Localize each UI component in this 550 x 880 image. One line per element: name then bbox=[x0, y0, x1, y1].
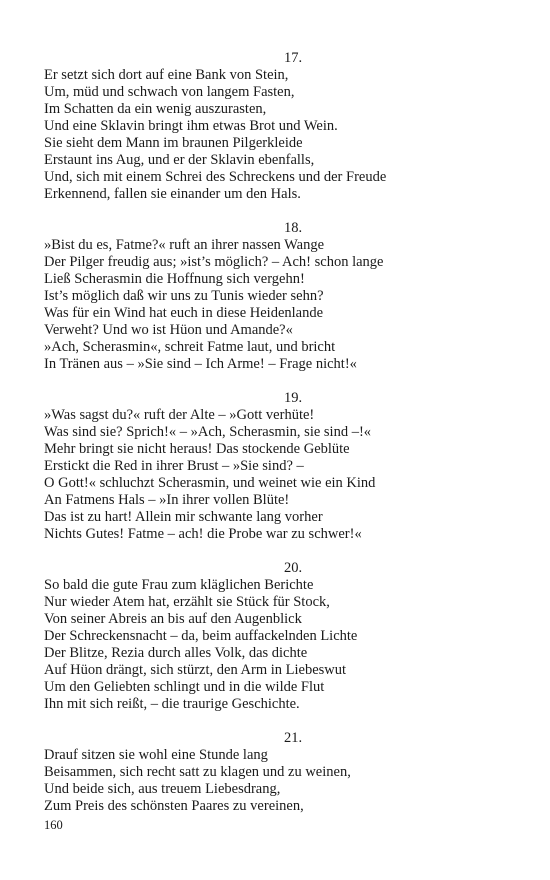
verse-line: Erstickt die Red in ihrer Brust – »Sie sind? – bbox=[44, 458, 304, 474]
verse-line: Der Pilger freudig aus; »ist’s möglich? – Ach! schon lange bbox=[44, 254, 384, 270]
stanza-number: 17. bbox=[283, 50, 303, 66]
verse-line: Ist’s möglich daß wir uns zu Tunis wieder sehn? bbox=[44, 288, 324, 304]
verse-line: Was für ein Wind hat euch in diese Heidenlande bbox=[44, 305, 324, 321]
stanza-18 bbox=[44, 220, 514, 373]
verse-line: Um, müd und schwach von langem Fasten, bbox=[44, 84, 295, 100]
verse-line: Verweht? Und wo ist Hüon und Amande?« bbox=[44, 322, 293, 338]
verse-line: Mehr bringt sie nicht heraus! Das stockende Geblüte bbox=[44, 441, 350, 457]
verse-line: »Ach, Scherasmin«, schreit Fatme laut, und bricht bbox=[44, 339, 336, 355]
stanza-19 bbox=[44, 390, 514, 543]
verse-line: Drauf sitzen sie wohl eine Stunde lang bbox=[44, 747, 268, 763]
verse-line: Von seiner Abreis an bis auf den Augenblick bbox=[44, 611, 302, 627]
verse-line: Nur wieder Atem hat, erzählt sie Stück für Stock, bbox=[44, 594, 330, 610]
verse-line: Das ist zu hart! Allein mir schwante lang vorher bbox=[44, 509, 323, 525]
verse-line: Nichts Gutes! Fatme – ach! die Probe war zu schwer!« bbox=[44, 526, 362, 542]
verse-line: Erkennend, fallen sie einander um den Hals. bbox=[44, 186, 301, 202]
verse-line: O Gott!« schluchzt Scherasmin, und weinet wie ein Kind bbox=[44, 475, 376, 491]
verse-line: Im Schatten da ein wenig auszurasten, bbox=[44, 101, 267, 117]
verse-line: Und eine Sklavin bringt ihm etwas Brot und Wein. bbox=[44, 118, 338, 134]
verse-line: An Fatmens Hals – »In ihrer vollen Blüte! bbox=[44, 492, 290, 508]
verse-line: Der Schreckensnacht – da, beim auffackelnden Lichte bbox=[44, 628, 358, 644]
verse-line: Sie sieht dem Mann im braunen Pilgerkleide bbox=[44, 135, 303, 151]
stanza-20 bbox=[44, 560, 514, 713]
verse-line: Der Blitze, Rezia durch alles Volk, das dichte bbox=[44, 645, 308, 661]
stanza-number: 21. bbox=[283, 730, 303, 746]
stanza-21 bbox=[44, 730, 514, 815]
stanza-number: 18. bbox=[283, 220, 303, 236]
verse-line: Er setzt sich dort auf eine Bank von Stein, bbox=[44, 67, 289, 83]
verse-line: Auf Hüon drängt, sich stürzt, den Arm in Liebeswut bbox=[44, 662, 347, 678]
verse-line: Was sind sie? Sprich!« – »Ach, Scherasmin, sie sind –!« bbox=[44, 424, 372, 440]
verse-line: Und beide sich, aus treuem Liebesdrang, bbox=[44, 781, 281, 797]
verse-line: Zum Preis des schönsten Paares zu vereinen, bbox=[44, 798, 304, 814]
stanza-17 bbox=[44, 50, 514, 203]
verse-line: Beisammen, sich recht satt zu klagen und zu weinen, bbox=[44, 764, 351, 780]
verse-line: Um den Geliebten schlingt und in die wilde Flut bbox=[44, 679, 325, 695]
page-number: 160 bbox=[44, 818, 63, 832]
verse-line: Ließ Scherasmin die Hoffnung sich vergehn! bbox=[44, 271, 305, 287]
verse-line: »Was sagst du?« ruft der Alte – »Gott verhüte! bbox=[44, 407, 315, 423]
verse-line: Erstaunt ins Aug, und er der Sklavin ebenfalls, bbox=[44, 152, 315, 168]
verse-line: So bald die gute Frau zum kläglichen Berichte bbox=[44, 577, 314, 593]
poem-text bbox=[44, 50, 514, 815]
stanza-number: 20. bbox=[283, 560, 303, 576]
verse-line: Ihn mit sich reißt, – die traurige Geschichte. bbox=[44, 696, 300, 712]
verse-line: Und, sich mit einem Schrei des Schreckens und der Freude bbox=[44, 169, 387, 185]
verse-line: »Bist du es, Fatme?« ruft an ihrer nassen Wange bbox=[44, 237, 325, 253]
verse-line: In Tränen aus – »Sie sind – Ich Arme! – Frage nicht!« bbox=[44, 356, 357, 372]
stanza-number: 19. bbox=[283, 390, 303, 406]
